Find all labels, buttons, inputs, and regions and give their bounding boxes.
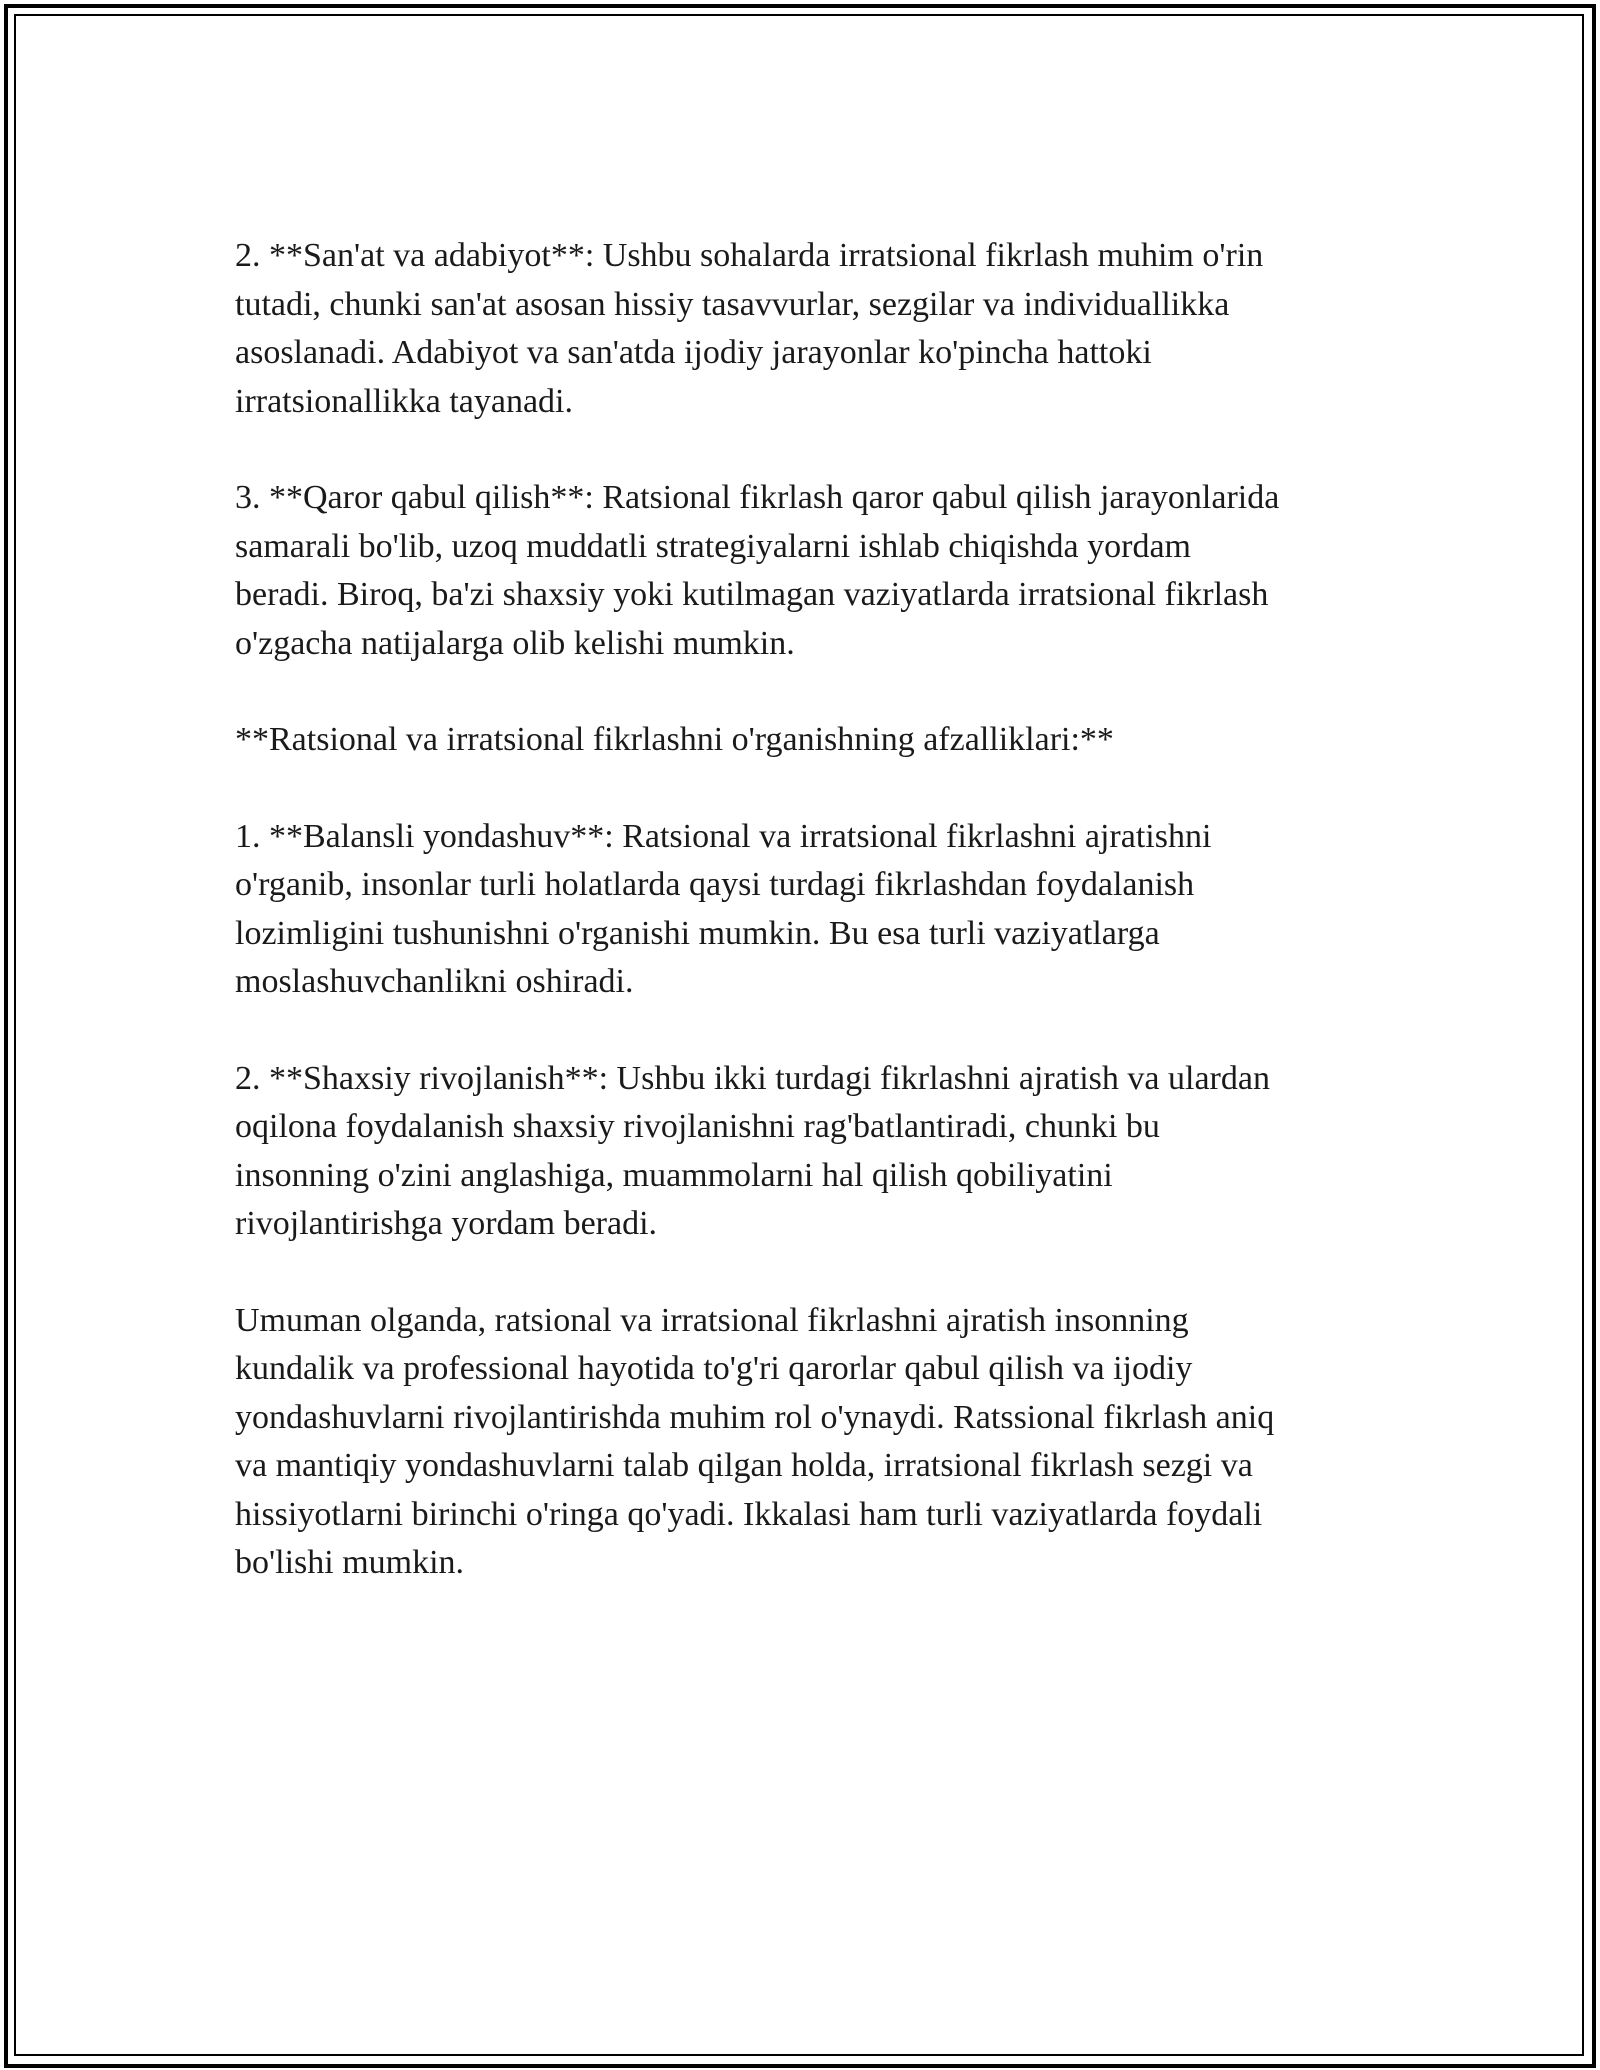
- paragraph-decision-making: 3. **Qaror qabul qilish**: Ratsional fikrlash qaror qabul qilish jarayonlarida samarali bo'lib, uzoq muddatli strategiyalarni ishlab chiqishda yordam beradi. Biroq, ba'zi shaxsiy yoki kutilmagan vaziyatlarda irratsional fikrlash o'zgacha natijalarga olib kelishi mumkin.: [235, 479, 1280, 662]
- paragraph-balanced-approach: 1. **Balansli yondashuv**: Ratsional va irratsional fikrlashni ajratishni o'rganib, insonlar turli holatlarda qaysi turdagi fikrlashdan foydalanish lozimligini tushunishni o'rganishi mumkin. Bu esa turli vaziyatlarga moslashuvchanlikni oshiradi.: [235, 817, 1212, 1000]
- section-heading-advantages: **Ratsional va irratsional fikrlashni o'rganishning afzalliklari:**: [235, 721, 1114, 758]
- document-body: [235, 232, 1375, 1636]
- paragraph-personal-development: 2. **Shaxsiy rivojlanish**: Ushbu ikki turdagi fikrlashni ajratish va ulardan oqilona foydalanish shaxsiy rivojlanishni rag'batlantiradi, chunki bu insonning o'zini anglashiga, muammolarni hal qilish qobiliyatini rivojlantirishga yordam beradi.: [235, 1059, 1270, 1242]
- paragraph-art-literature: 2. **San'at va adabiyot**: Ushbu sohalarda irratsional fikrlash muhim o'rin tutadi, chunki san'at asosan hissiy tasavvurlar, sezgilar va individuallikka asoslanadi. Adabiyot va san'atda ijodiy jarayonlar ko'pincha hattoki irratsionallikka tayanadi.: [235, 237, 1264, 420]
- paragraph-conclusion: Umuman olganda, ratsional va irratsional fikrlashni ajratish insonning kundalik va professional hayotida to'g'ri qarorlar qabul qilish va ijodiy yondashuvlarni rivojlantirishda muhim rol o'ynaydi. Ratssional fikrlash aniq va mantiqiy yondashuvlarni talab qilgan holda, irratsional fikrlash sezgi va hissiyotlarni birinchi o'ringa qo'yadi. Ikkalasi ham turli vaziyatlarda foydali bo'lishi mumkin.: [235, 1301, 1275, 1581]
